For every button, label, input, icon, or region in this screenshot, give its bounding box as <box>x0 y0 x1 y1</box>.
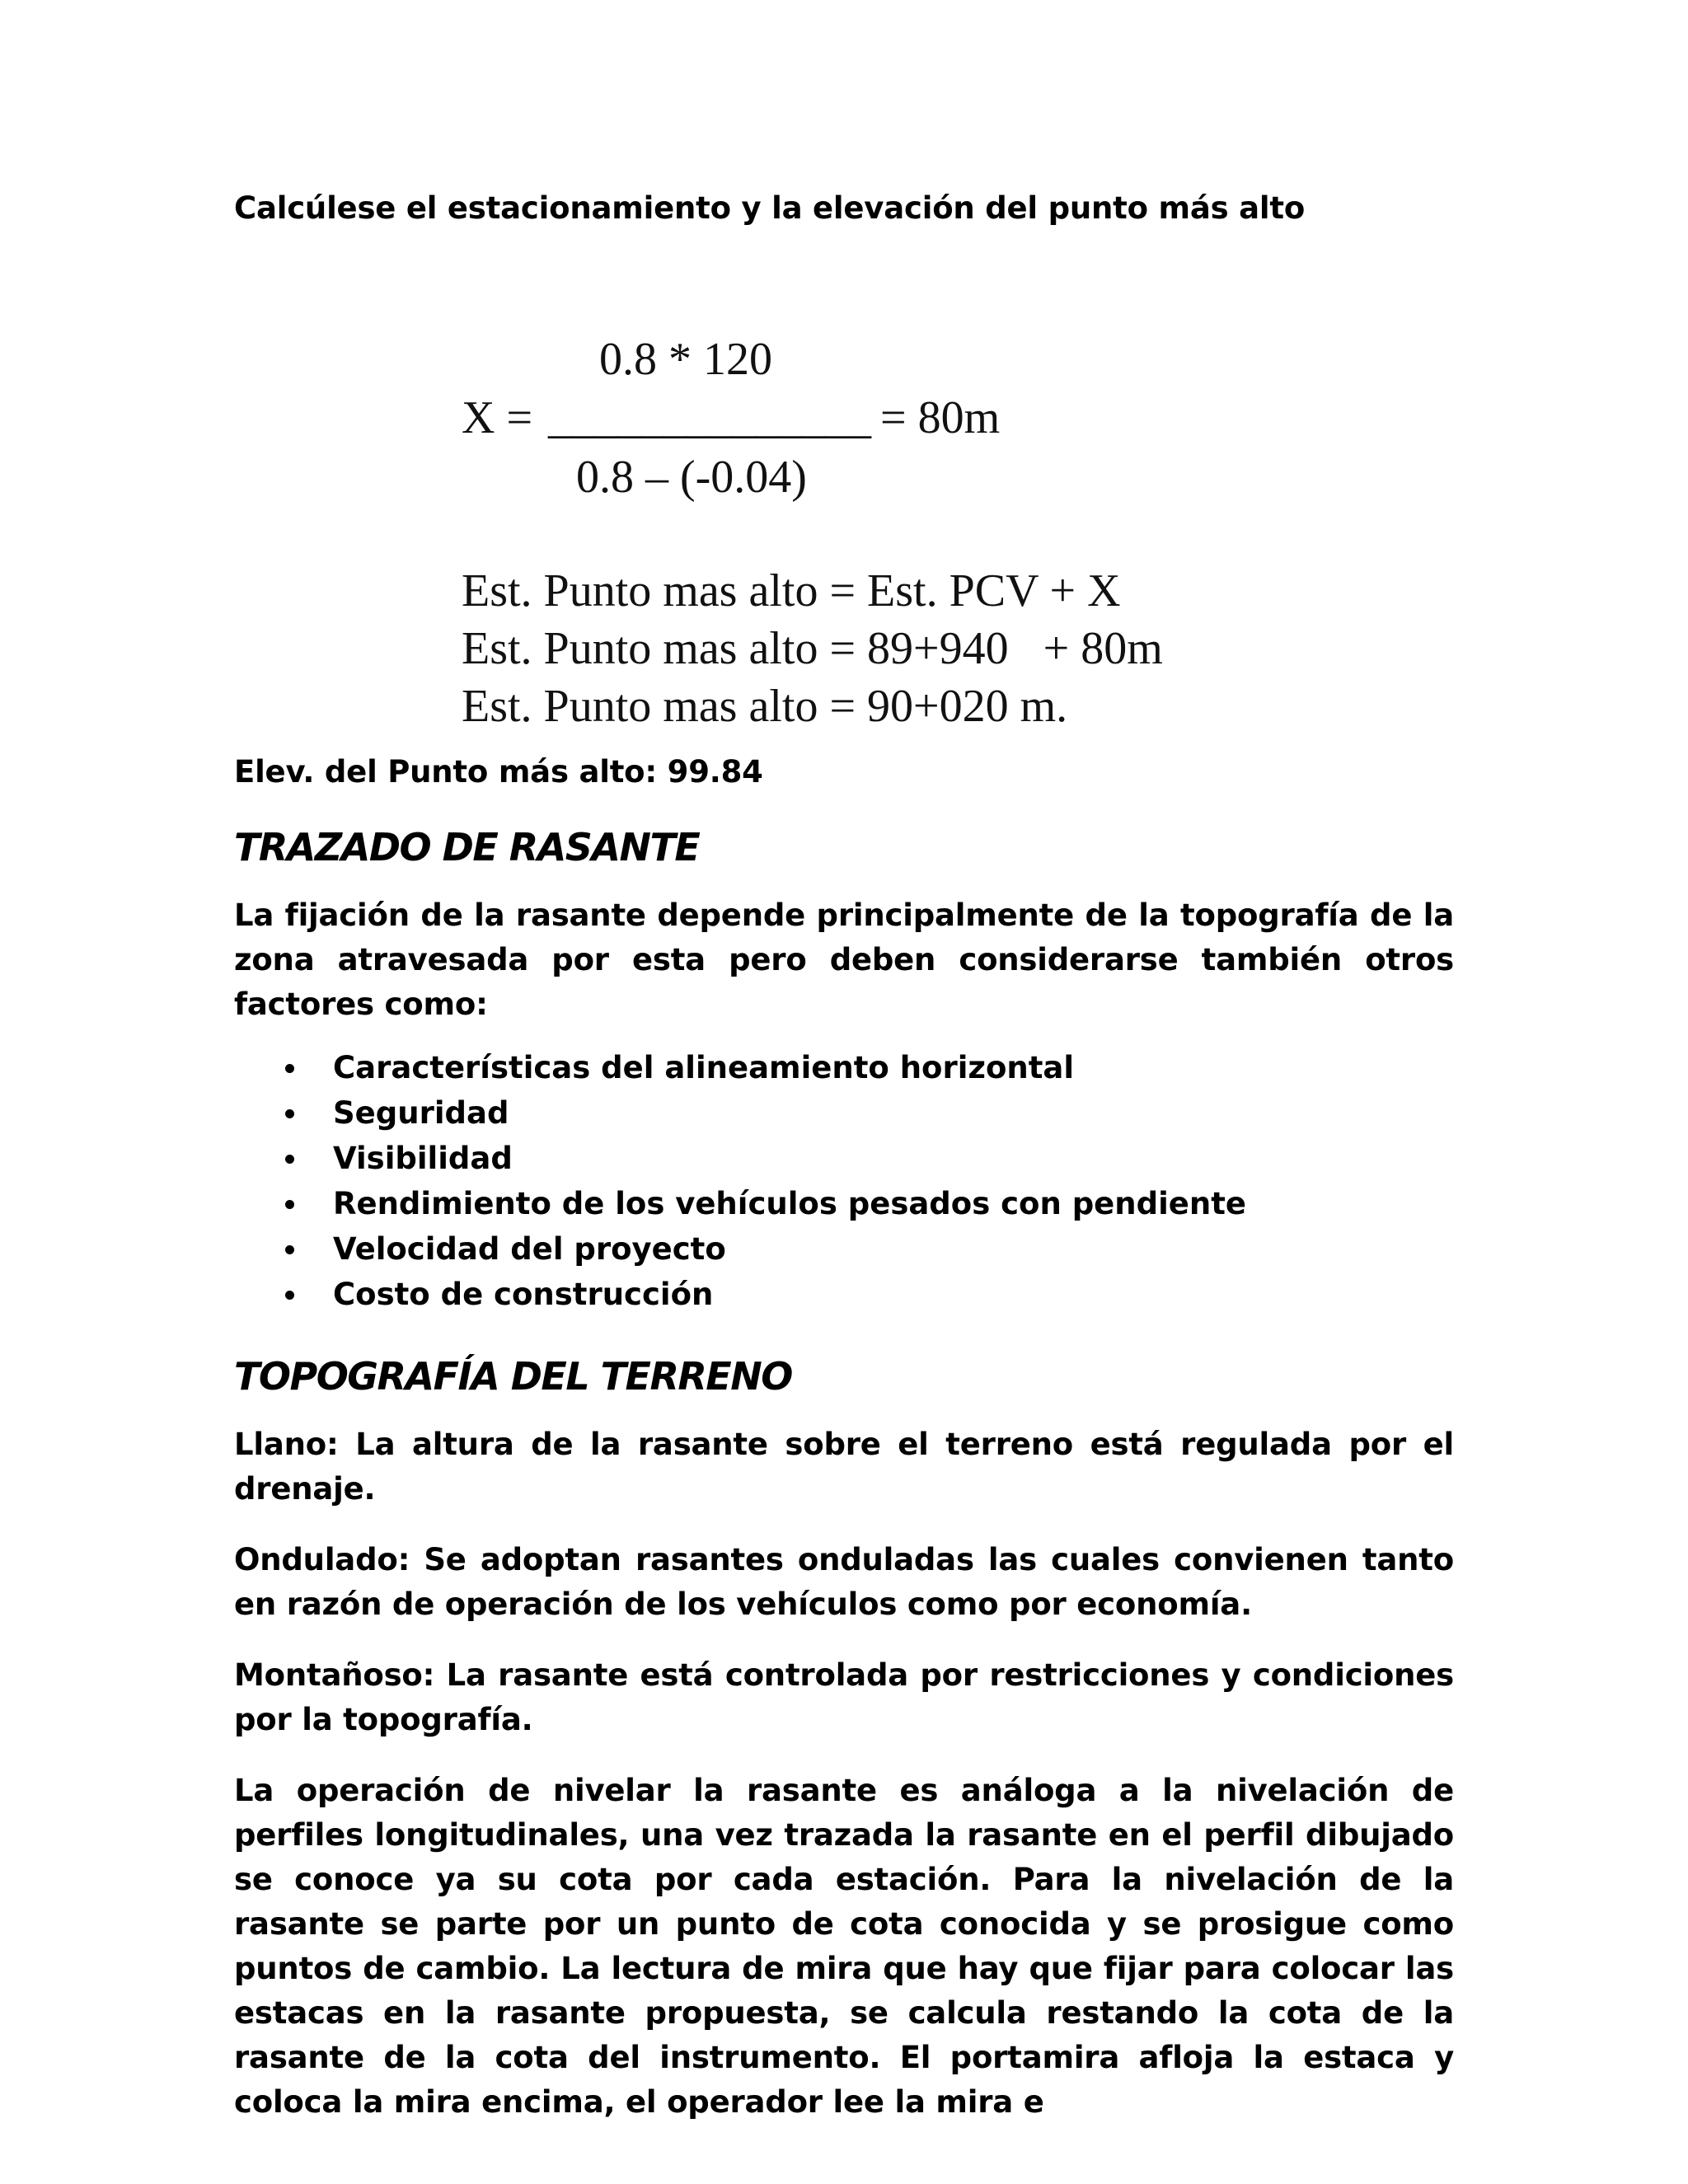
elevation-text: Elev. del Punto más alto: 99.84 <box>234 754 763 790</box>
bullet-icon <box>285 1291 294 1300</box>
intro-text: Calcúlese el estacionamiento y la elevación del punto más alto <box>234 190 1306 226</box>
bullet-icon <box>285 1109 294 1118</box>
list-item-label: Características del alineamiento horizontal <box>333 1050 1075 1085</box>
formula-denominator: 0.8 – (-0.04) <box>576 452 807 503</box>
heading-topografia: TOPOGRAFÍA DEL TERRENO <box>234 1354 792 1399</box>
formula-rhs: = 80m <box>880 392 1001 443</box>
paragraph-ondulado: Ondulado: Se adoptan rasantes onduladas las cuales convienen tanto en razón de operación de los vehículos como por economía. <box>234 1542 1454 1622</box>
list-item-label: Visibilidad <box>333 1141 513 1176</box>
bullet-icon <box>285 1200 294 1209</box>
paragraph-montanoso: Montañoso: La rasante está controlada por restricciones y condiciones por la topografía. <box>234 1657 1454 1737</box>
list-item <box>234 1090 1454 1136</box>
list-item-label: Velocidad del proyecto <box>333 1231 726 1267</box>
formula-line-2: Est. Punto mas alto = 89+940 + 80m <box>462 623 1163 674</box>
bullet-icon <box>285 1064 294 1073</box>
bullet-icon <box>285 1155 294 1164</box>
paragraph-llano: Llano: La altura de la rasante sobre el terreno está regulada por el drenaje. <box>234 1427 1454 1507</box>
list-item <box>234 1181 1454 1226</box>
formula-fraction-bar: ______________ <box>548 392 871 443</box>
formula-line-3: Est. Punto mas alto = 90+020 m. <box>462 681 1068 732</box>
formula-lhs: X = <box>462 392 533 443</box>
list-item-label: Costo de construcción <box>333 1277 714 1312</box>
formula-line-1: Est. Punto mas alto = Est. PCV + X <box>462 565 1121 616</box>
page-content <box>234 186 1454 2125</box>
formula-block <box>234 231 1454 750</box>
paragraph-trazado: La fijación de la rasante depende principalmente de la topografía de la zona atravesada por esta pero deben considerarse también otros factores como: <box>234 898 1454 1022</box>
list-item-label: Rendimiento de los vehículos pesados con pendiente <box>333 1186 1246 1221</box>
list-item <box>234 1272 1454 1317</box>
heading-trazado: TRAZADO DE RASANTE <box>234 825 700 869</box>
factors-list <box>234 1045 1454 1317</box>
list-item <box>234 1136 1454 1181</box>
bullet-icon <box>285 1245 294 1254</box>
list-item <box>234 1226 1454 1272</box>
list-item-label: Seguridad <box>333 1095 509 1131</box>
formula-numerator: 0.8 * 120 <box>599 334 772 385</box>
paragraph-nivelacion: La operación de nivelar la rasante es análoga a la nivelación de perfiles longitudinales, una vez trazada la rasante en el perfil dibujado se conoce ya su cota por cada estación. Para la nivelación de la rasante se parte por un punto de cota conocida y se prosigue como puntos de cambio. La lectura de mira que hay que fijar para colocar las estacas en la rasante propuesta, se calcula restando la cota de la rasante de la cota del instrumento. El portamira afloja la estaca y coloca la mira encima, el operador lee la mira e <box>234 1773 1454 2120</box>
list-item <box>234 1045 1454 1090</box>
